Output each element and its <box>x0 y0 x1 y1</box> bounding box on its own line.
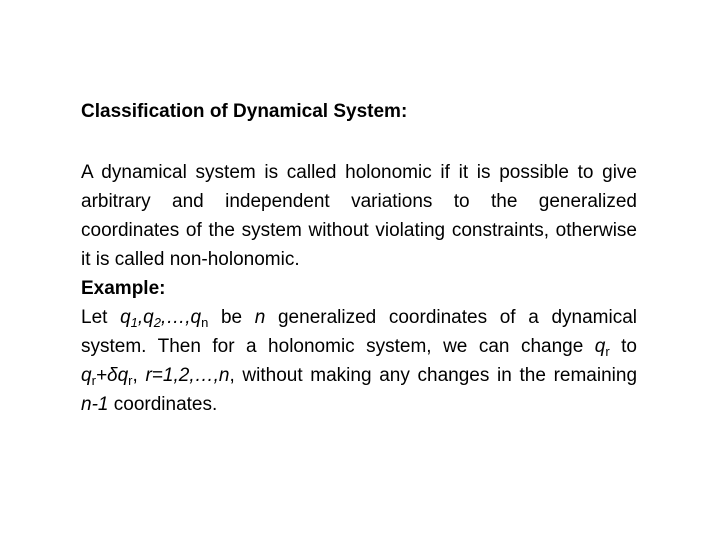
example-text-7: coordinates. <box>108 394 218 415</box>
example-text-4: to <box>609 336 637 357</box>
math-q1: $q_1,q_2,\dots,q_n$ <box>120 307 209 330</box>
example-text-3: generalized coordinates of a dynamical system. Then for a holonomic system, we can change <box>81 307 637 357</box>
example-text-5: , <box>132 365 146 386</box>
example-text-2: be <box>208 307 255 328</box>
definition-paragraph: A dynamical system is called holonomic if it is possible to give arbitrary and independent variations to the generalized coordinates of the system without violating constraints, otherwise it is called non-holonomic. <box>81 162 637 270</box>
math-qr-plus-delta-qr: $q_r+\delta q_r$ <box>81 365 133 388</box>
example-text-6: , without making any changes in the remaining <box>229 365 638 386</box>
example-paragraph <box>81 303 637 419</box>
math-n: n <box>254 307 266 328</box>
section-heading: Classification of Dynamical System: <box>81 101 408 122</box>
math-n-minus-1: n-1 <box>81 394 109 415</box>
example-label: Example: <box>81 278 166 299</box>
math-r-range: r=1,2,…,n <box>145 365 230 386</box>
math-qr: $q_r$ <box>594 336 610 359</box>
example-text-1: Let <box>81 307 121 328</box>
body-text <box>81 158 637 419</box>
